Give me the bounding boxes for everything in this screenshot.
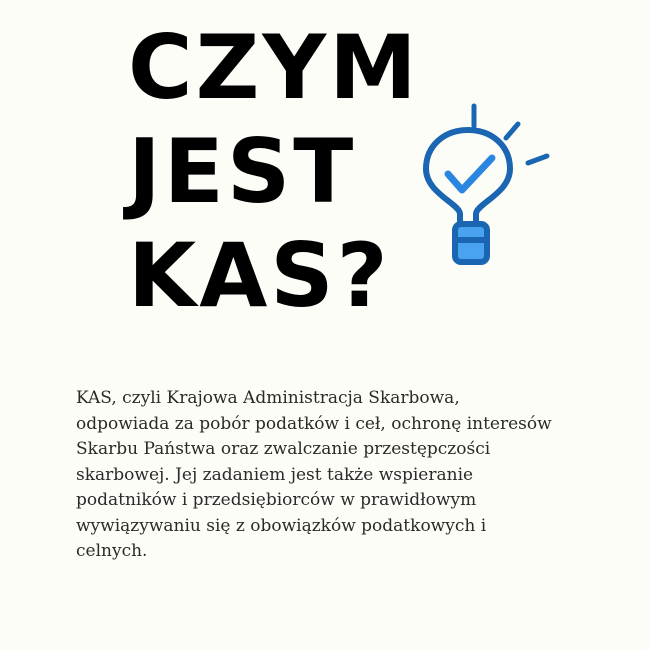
headline [128,16,420,328]
ray-right-icon [528,156,547,163]
ray-upper-right-icon [506,124,518,138]
check-mark-icon [448,158,492,190]
headline-line-2: JEST [128,120,357,223]
headline-line-3: KAS? [128,224,391,327]
lightbulb-check-icon [410,96,560,276]
description-paragraph: KAS, czyli Krajowa Administracja Skarbowa, odpowiada za pobór podatków i ceł, ochronę interesów Skarbu Państwa oraz zwalczanie przestępczości skarbowej. Jej zadaniem jest także wspieranie podatników i przedsiębiorców w prawidłowym wywiązywaniu się z obowiązków podatkowych i celnych. [76,388,552,561]
headline-line-1: CZYM [128,16,420,119]
